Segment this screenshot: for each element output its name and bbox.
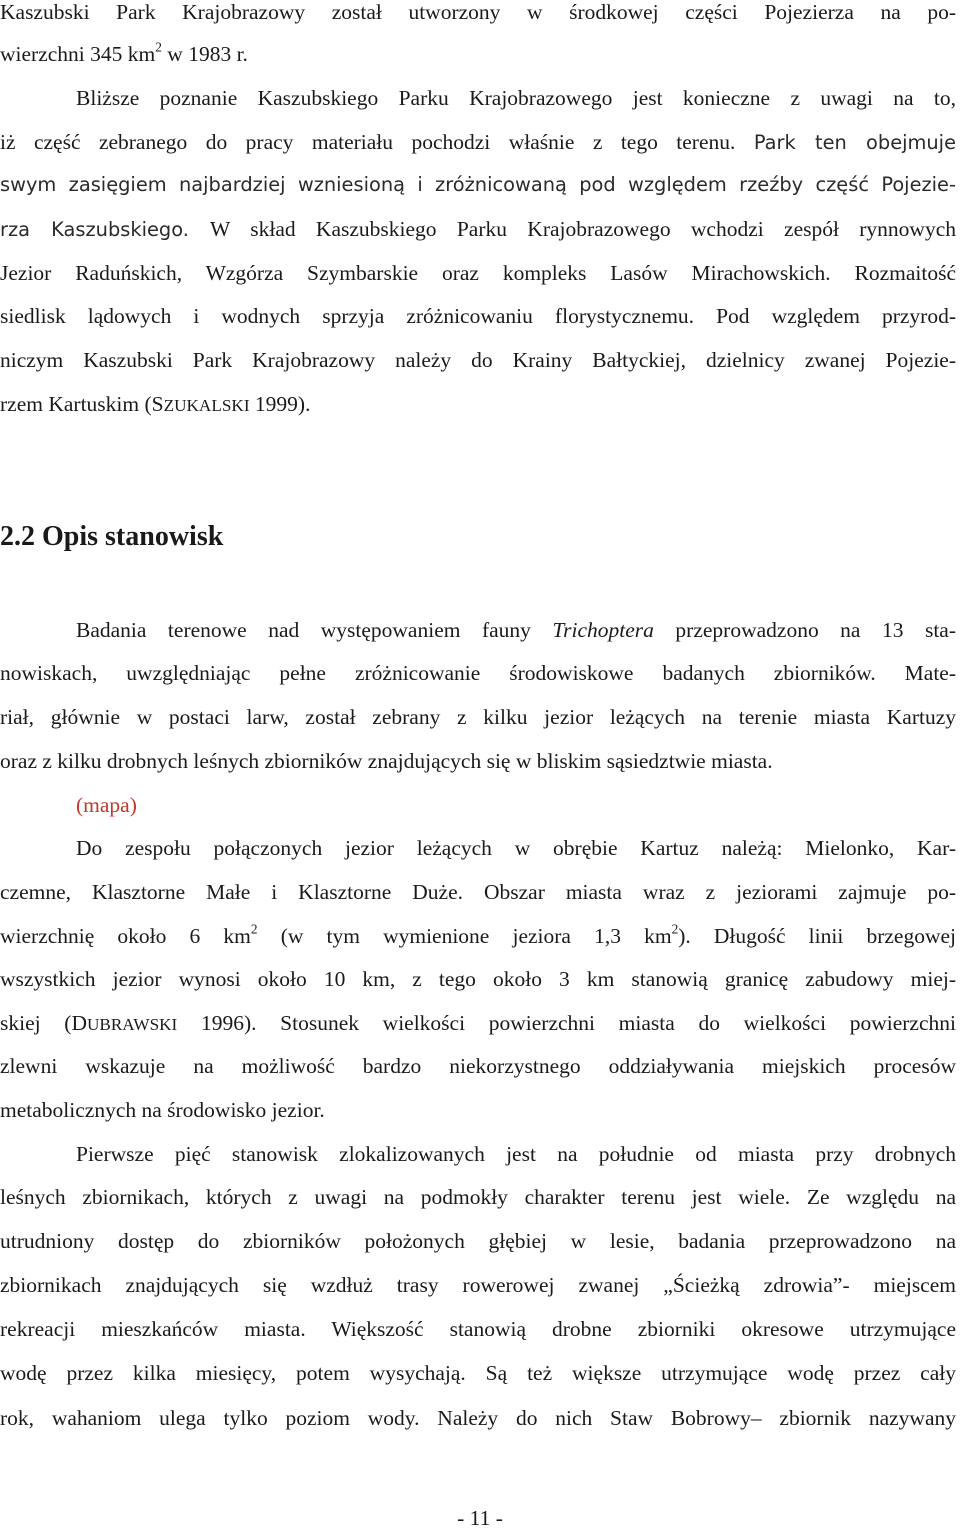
text-line: Pierwsze pięć stanowisk zlokalizowanych jest na południe od miasta przy drobnych (76, 1142, 956, 1166)
text-line: rok, wahaniom ulega tylko poziom wody. Należy do nich Staw Bobrowy– zbiornik nazywany (0, 1406, 956, 1430)
taxon-name: Trichoptera (552, 618, 654, 642)
text-line: czemne, Klasztorne Małe i Klasztorne Duże. Obszar miasta wraz z jeziorami zajmuje po- (0, 880, 956, 904)
text-line: rza Kaszubskiego. W skład Kaszubskiego Parku Krajobrazowego wchodzi zespół rynnowych (0, 217, 956, 241)
text-line: Badania terenowe nad występowaniem fauny Trichoptera przeprowadzono na 13 sta- (76, 618, 956, 642)
author-smallcaps: UBRAWSKI (86, 1015, 178, 1034)
superscript: 2 (671, 921, 679, 937)
text-line: zbiornikach znajdujących się wzdłuż trasy rowerowej zwanej „Ścieżką zdrowia”- miejscem (0, 1273, 956, 1297)
author-smallcaps: ZUKALSKI (163, 396, 250, 415)
superscript: 2 (155, 39, 162, 55)
text-line: riał, głównie w postaci larw, został zebrany z kilku jezior leżących na terenie miasta Kartuzy (0, 705, 956, 729)
text-line: oraz z kilku drobnych leśnych zbiorników znajdujących się w bliskim sąsiedztwie miasta. (0, 749, 773, 773)
text-line: wodę przez kilka miesięcy, potem wysychają. Są też większe utrzymujące wodę przez cały (0, 1361, 956, 1385)
text-line: siedlisk lądowych i wodnych sprzyja zróżnicowaniu florystycznemu. Pod względem przyrod- (0, 304, 956, 328)
text-line: rekreacji mieszkańców miasta. Większość stanowią drobne zbiorniki okresowe utrzymujące (0, 1317, 956, 1341)
text-line: nowiskach, uwzględniając pełne zróżnicowanie środowiskowe badanych zbiorników. Mate- (0, 661, 956, 685)
text-line: zlewni wskazuje na możliwość bardzo niekorzystnego oddziaływania miejskich procesów (0, 1054, 956, 1078)
text-line: metabolicznych na środowisko jezior. (0, 1098, 325, 1122)
text-line: swym zasięgiem najbardziej wzniesioną i zróżnicowaną pod względem rzeźby część Pojezie- (0, 173, 956, 196)
text-line: Bliższe poznanie Kaszubskiego Parku Krajobrazowego jest konieczne z uwagi na to, (76, 86, 956, 110)
text-line: wierzchnię około 6 $km^2$ (w tym wymienione jeziora 1,3 $km^2$). Długość linii brzegowej (0, 921, 956, 948)
text-line: leśnych zbiornikach, których z uwagi na podmokły charakter terenu jest wiele. Ze względu na (0, 1185, 956, 1209)
text-line: iż część zebranego do pracy materiału pochodzi właśnie z tego terenu. Park ten obejmuje (0, 130, 957, 154)
superscript: 2 (250, 921, 258, 937)
map-link[interactable]: (mapa) (76, 793, 137, 817)
text-line: rzem Kartuskim (SZUKALSKI 1999). (0, 392, 311, 416)
text-line: wierzchni 345 $km^2$ w 1983 r. (0, 39, 248, 66)
text-line: skiej (DUBRAWSKI 1996). Stosunek wielkości powierzchni miasta do wielkości powierzchni (0, 1011, 956, 1035)
text-line: Jezior Raduńskich, Wzgórza Szymbarskie oraz kompleks Lasów Mirachowskich. Rozmaitość (0, 261, 956, 285)
text-line: wszystkich jezior wynosi około 10 km, z tego około 3 km stanowią granicę zabudowy miej- (0, 967, 956, 991)
text-line: niczym Kaszubski Park Krajobrazowy należy do Krainy Bałtyckiej, dzielnicy zwanej Pojezie- (0, 348, 956, 372)
page-number: - 11 - (457, 1506, 503, 1530)
text-line: utrudniony dostęp do zbiorników położonych głębiej w lesie, badania przeprowadzono na (0, 1229, 956, 1253)
text-line: Kaszubski Park Krajobrazowy został utworzony w środkowej części Pojezierza na po- (0, 0, 956, 24)
section-heading: 2.2 Opis stanowisk (0, 521, 224, 552)
text-line: Do zespołu połączonych jezior leżących w obrębie Kartuz należą: Mielonko, Kar- (76, 836, 956, 860)
